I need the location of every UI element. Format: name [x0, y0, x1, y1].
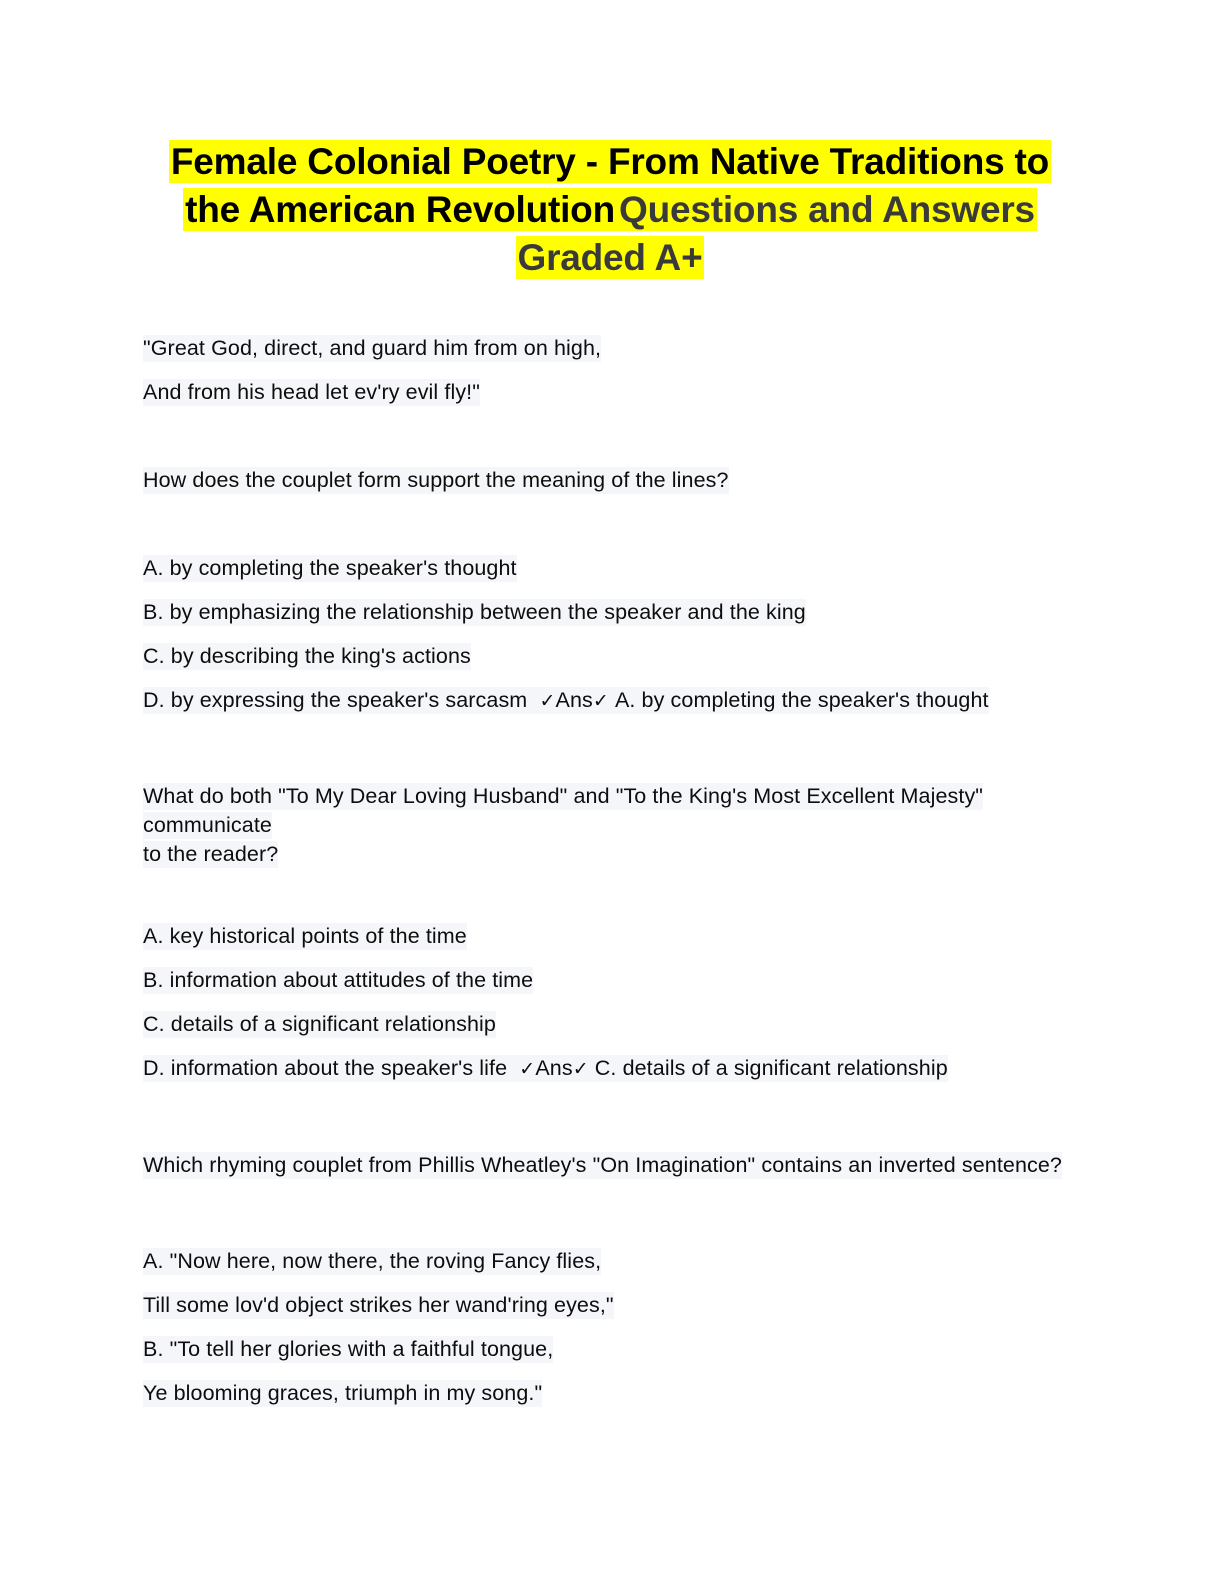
title-line-2-black-text: the American Revolution	[185, 189, 615, 230]
answer-text: C. details of a significant relationship	[594, 1056, 948, 1080]
option-d-with-answer	[143, 685, 1078, 716]
document-body	[143, 333, 1078, 1422]
spacer	[143, 869, 1078, 921]
title-line-1	[150, 138, 1070, 186]
answer-label: Ans	[555, 688, 593, 712]
title-line-2-gray-text: Questions and Answers	[618, 189, 1035, 230]
answer-text: A. by completing the speaker's thought	[614, 688, 989, 712]
answer-label: Ans	[535, 1056, 573, 1080]
question-block-1	[143, 333, 1078, 716]
quote-line: And from his head let ev'ry evil fly!"	[143, 380, 480, 404]
title-line-3	[150, 234, 1070, 282]
spacer	[143, 509, 1078, 553]
title-line-2	[150, 186, 1070, 234]
check-icon: ✓	[572, 1058, 589, 1080]
option-c: C. by describing the king's actions	[143, 644, 471, 668]
spacer	[143, 421, 1078, 465]
option-c: C. details of a significant relationship	[143, 1012, 496, 1036]
option-b: B. information about attitudes of the time	[143, 968, 534, 992]
quote-line: "Great God, direct, and guard him from on high,	[143, 336, 602, 360]
question-prompt: What do both "To My Dear Loving Husband" and "To the King's Most Excellent Majesty" communicate to the reader?	[143, 784, 984, 866]
option-a: A. "Now here, now there, the roving Fancy flies,	[143, 1249, 602, 1273]
spacer	[143, 730, 1078, 782]
question-prompt: Which rhyming couplet from Phillis Wheatley's "On Imagination" contains an inverted sentence?	[143, 1153, 1062, 1177]
title-line-3-text: Graded A+	[517, 237, 703, 278]
question-block-3	[143, 1150, 1078, 1408]
spacer	[143, 1194, 1078, 1246]
option-d-with-answer	[143, 1053, 1078, 1084]
option-a: A. by completing the speaker's thought	[143, 556, 517, 580]
page-title	[150, 138, 1070, 282]
option-d-label: D. information about the speaker's life	[143, 1056, 508, 1080]
question-prompt: How does the couplet form support the meaning of the lines?	[143, 468, 729, 492]
option-a-continuation: Till some lov'd object strikes her wand'ring eyes,"	[143, 1293, 614, 1317]
check-icon: ✓	[539, 690, 556, 712]
option-b: B. by emphasizing the relationship between the speaker and the king	[143, 600, 806, 624]
spacer	[143, 1098, 1078, 1150]
check-icon: ✓	[592, 690, 609, 712]
option-d-label: D. by expressing the speaker's sarcasm	[143, 688, 528, 712]
answer-spacer	[527, 688, 539, 712]
option-b: B. "To tell her glories with a faithful tongue,	[143, 1337, 554, 1361]
option-a: A. key historical points of the time	[143, 924, 467, 948]
question-block-2	[143, 782, 1078, 1084]
option-b-continuation: Ye blooming graces, triumph in my song."	[143, 1381, 543, 1405]
title-line-1-text: Female Colonial Poetry - From Native Traditions to	[170, 141, 1050, 182]
check-icon: ✓	[519, 1058, 536, 1080]
answer-spacer	[507, 1056, 519, 1080]
